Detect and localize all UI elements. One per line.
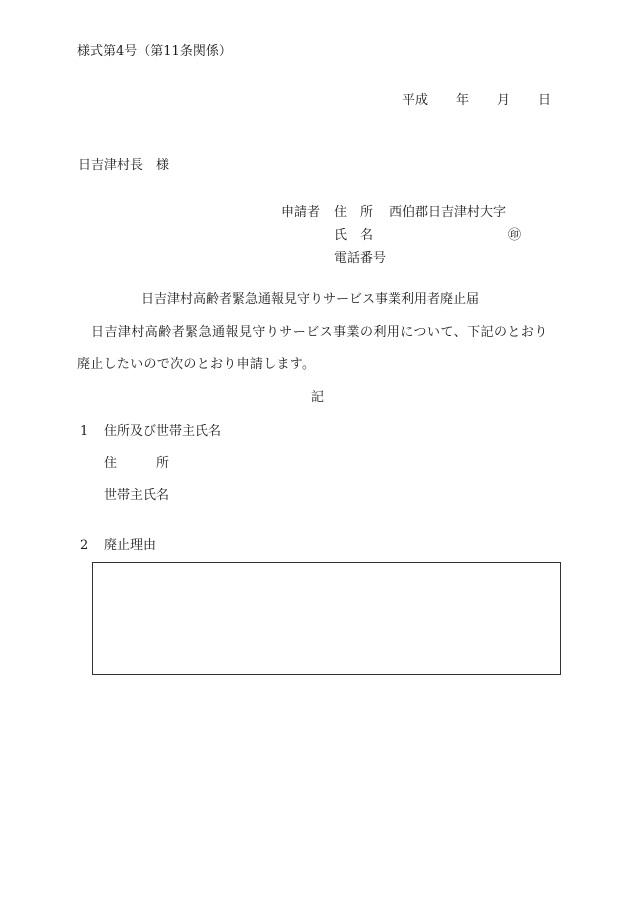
addressee: 日吉津村長 様	[78, 158, 170, 173]
date-era: 平成	[402, 93, 429, 108]
applicant-address-label: 住 所	[334, 205, 374, 220]
document-title: 日吉津村高齢者緊急通報見守りサービス事業利用者廃止届	[141, 292, 480, 307]
ki-heading: 記	[311, 390, 325, 405]
body-line-2: 廃止したいので次のとおり申請します。	[77, 357, 316, 372]
section-1-householder-label: 世帯主氏名	[104, 488, 170, 503]
applicant-phone-label: 電話番号	[334, 251, 387, 266]
date-year: 年	[456, 93, 470, 108]
section-1-address-label: 住 所	[104, 456, 170, 471]
form-number: 様式第4号（第11条関係）	[77, 44, 232, 59]
date-month: 月	[497, 93, 511, 108]
body-line-1: 日吉津村高齢者緊急通報見守りサービス事業の利用について、下記のとおり	[91, 325, 548, 340]
applicant-name-label: 氏 名	[334, 228, 374, 243]
section-1-title: 住所及び世帯主氏名	[104, 424, 222, 439]
seal-mark: ㊞	[508, 228, 522, 243]
reason-input-box[interactable]	[92, 562, 561, 675]
applicant-address-value[interactable]: 西伯郡日吉津村大字	[389, 205, 507, 220]
section-1-number: 1	[80, 424, 89, 439]
section-2-title: 廃止理由	[104, 538, 157, 553]
date-day: 日	[538, 93, 552, 108]
applicant-label: 申請者	[281, 205, 321, 220]
section-2-number: 2	[80, 538, 89, 553]
